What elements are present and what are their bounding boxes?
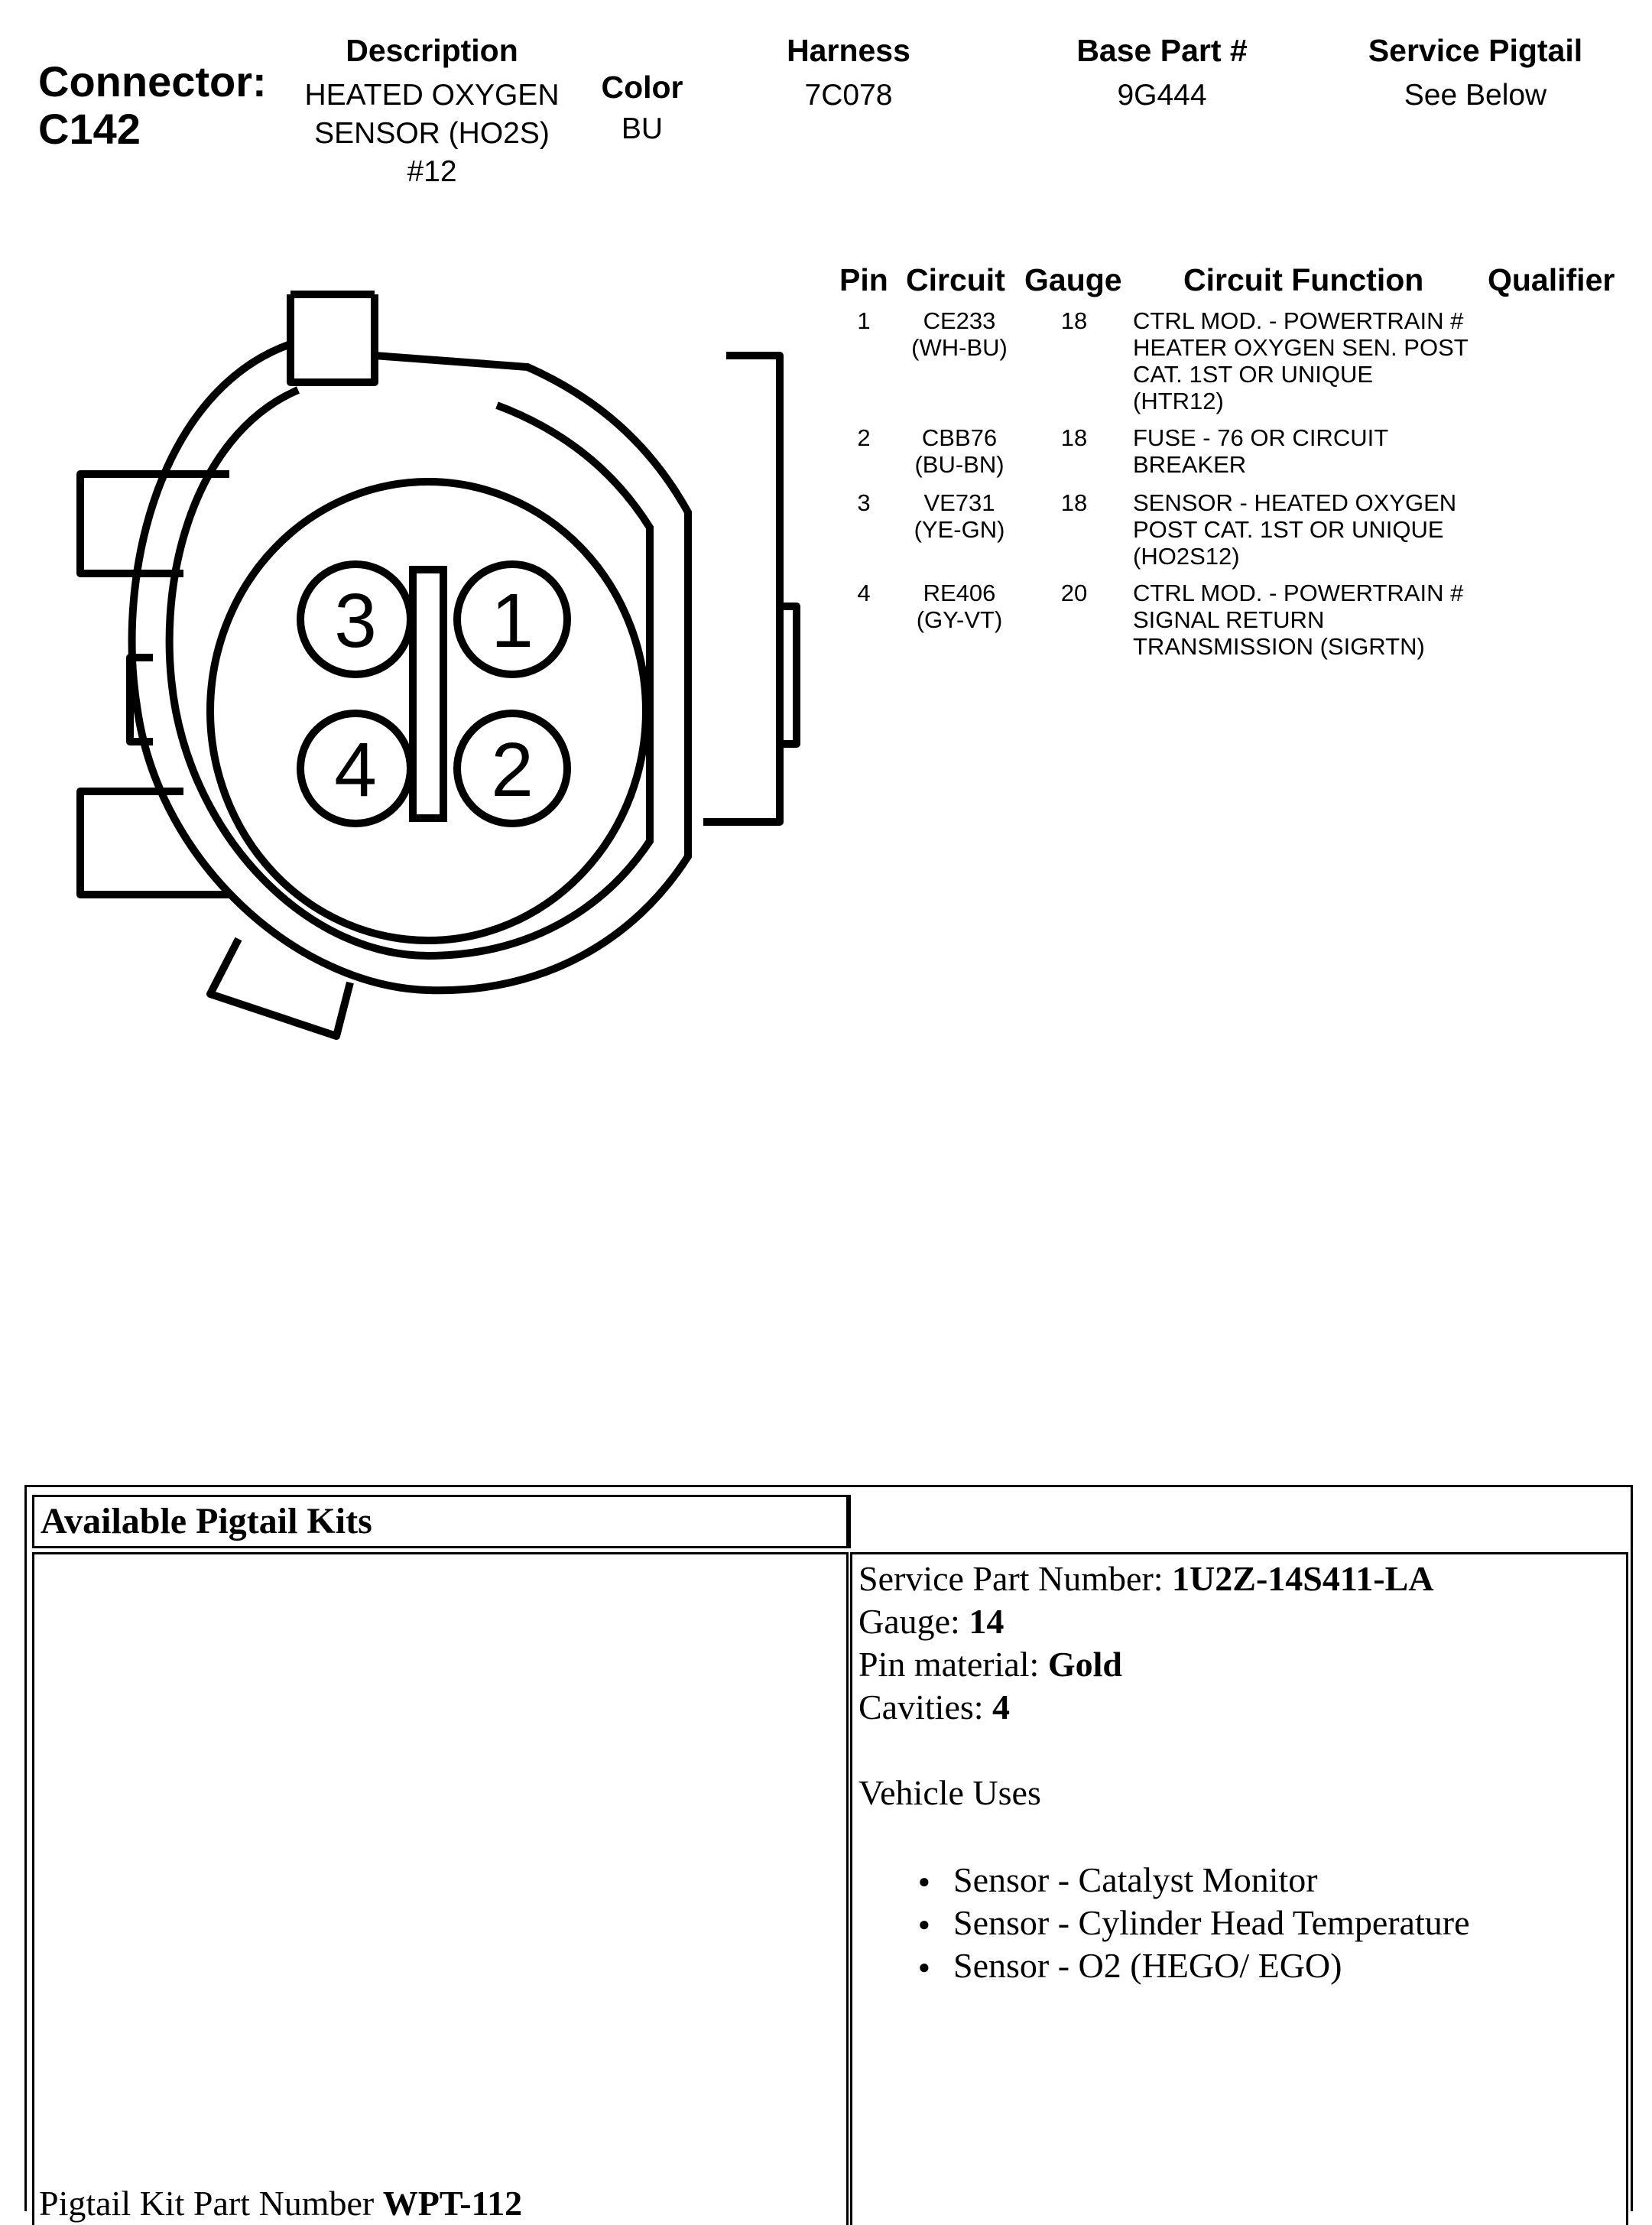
gauge-column-header: Gauge	[1024, 262, 1122, 297]
connector-label: Connector: C142	[38, 57, 267, 153]
top-key-tab	[290, 294, 375, 382]
function-cell: SENSOR - HEATED OXYGEN POST CAT. 1ST OR UNIQUE (HO2S12)	[1133, 489, 1457, 570]
pin-label-4: 4	[334, 727, 377, 813]
pigtail-kits-title: Available Pigtail Kits	[41, 1501, 372, 1541]
pin-label-1: 1	[491, 578, 534, 664]
circuit-cell: CE233 (WH-BU)	[911, 307, 1008, 361]
description-line: #12	[407, 155, 457, 188]
pin-label-3: 3	[334, 578, 377, 664]
base-part-heading: Base Part #	[1076, 33, 1248, 68]
connector-face-diagram	[69, 283, 803, 1078]
function-cell: CTRL MOD. - POWERTRAIN # SIGNAL RETURN TRANSMISSION (SIGRTN)	[1133, 580, 1464, 660]
service-part-number-value: 1U2Z-14S411-LA	[1172, 1559, 1434, 1598]
gauge-cell: 18	[1060, 489, 1088, 516]
bottom-key-tab	[210, 939, 350, 1036]
color-column	[581, 67, 703, 148]
vehicle-use-item: ● Sensor - Cylinder Head Temperature	[858, 1902, 1626, 1944]
color-value: BU	[621, 112, 664, 145]
gauge-cell: 18	[1060, 424, 1088, 451]
harness-column	[734, 31, 963, 115]
description-heading: Description	[346, 33, 518, 68]
function-cell: FUSE - 76 OR CIRCUIT BREAKER	[1133, 424, 1389, 478]
pigtail-kits-title-cell	[32, 1495, 849, 1548]
cavities-value: 4	[992, 1687, 1011, 1726]
pin-material-value: Gold	[1047, 1645, 1122, 1684]
pin-label-2: 2	[491, 727, 534, 813]
service-pigtail-heading: Service Pigtail	[1368, 33, 1583, 68]
base-part-value: 9G444	[1117, 79, 1207, 112]
circuit-cell: VE731 (YE-GN)	[914, 489, 1005, 543]
kit-part-number-label: Pigtail Kit Part Number	[39, 2184, 383, 2223]
service-part-number: Service Part Number: 1U2Z-14S411-LA	[858, 1559, 1434, 1598]
pin-number: 4	[857, 580, 871, 606]
circuit-cell: RE406 (GY-VT)	[916, 580, 1003, 633]
kit-part-number-value: WPT-112	[382, 2184, 523, 2223]
vehicle-use-item: ● Sensor - O2 (HEGO/ EGO)	[858, 1944, 1626, 1987]
gauge-cell: 20	[1060, 580, 1088, 606]
description-line: HEATED OXYGEN	[304, 79, 560, 112]
color-heading: Color	[601, 70, 683, 105]
description-column	[275, 31, 589, 191]
vehicle-uses-title: Vehicle Uses	[858, 1773, 1041, 1812]
function-column-header: Circuit Function	[1183, 262, 1424, 297]
base-part-column	[1047, 31, 1277, 115]
connector-id: C142	[38, 105, 141, 153]
service-pigtail-column	[1338, 31, 1613, 115]
pigtail-image-cell	[32, 1552, 849, 2225]
circuit-cell: CBB76 (BU-BN)	[914, 424, 1005, 478]
vehicle-use-item: ● Sensor - Catalyst Monitor	[858, 1859, 1626, 1902]
vehicle-uses-list	[858, 1859, 1626, 1987]
pigtail-title-spacer	[849, 1495, 1628, 1548]
pin-number: 2	[857, 424, 871, 451]
gauge-value: 14	[969, 1602, 1005, 1641]
function-cell: CTRL MOD. - POWERTRAIN # HEATER OXYGEN SEN. POST CAT. 1ST OR UNIQUE (HTR12)	[1133, 307, 1469, 414]
qualifier-column-header: Qualifier	[1488, 262, 1615, 297]
service-pigtail-value: See Below	[1404, 79, 1547, 112]
circuit-column-header: Circuit	[906, 262, 1005, 297]
latch-outer	[703, 356, 780, 822]
pin-number: 1	[857, 307, 871, 334]
gauge-info: Gauge: 14	[858, 1602, 1005, 1641]
pin-number: 3	[857, 489, 871, 516]
harness-value: 7C078	[804, 79, 893, 112]
pigtail-detail-cell	[850, 1552, 1628, 2225]
pin-cavity-area	[210, 482, 646, 940]
harness-heading: Harness	[787, 33, 910, 68]
description-line: SENSOR (HO2S)	[314, 117, 550, 150]
cavities-info: Cavities: 4	[858, 1687, 1011, 1726]
center-divider	[413, 570, 443, 818]
pigtail-kit-part-number	[39, 2182, 522, 2225]
pin-column-header: Pin	[839, 262, 888, 297]
pin-material-info: Pin material: Gold	[858, 1645, 1122, 1684]
gauge-cell: 18	[1060, 307, 1088, 334]
